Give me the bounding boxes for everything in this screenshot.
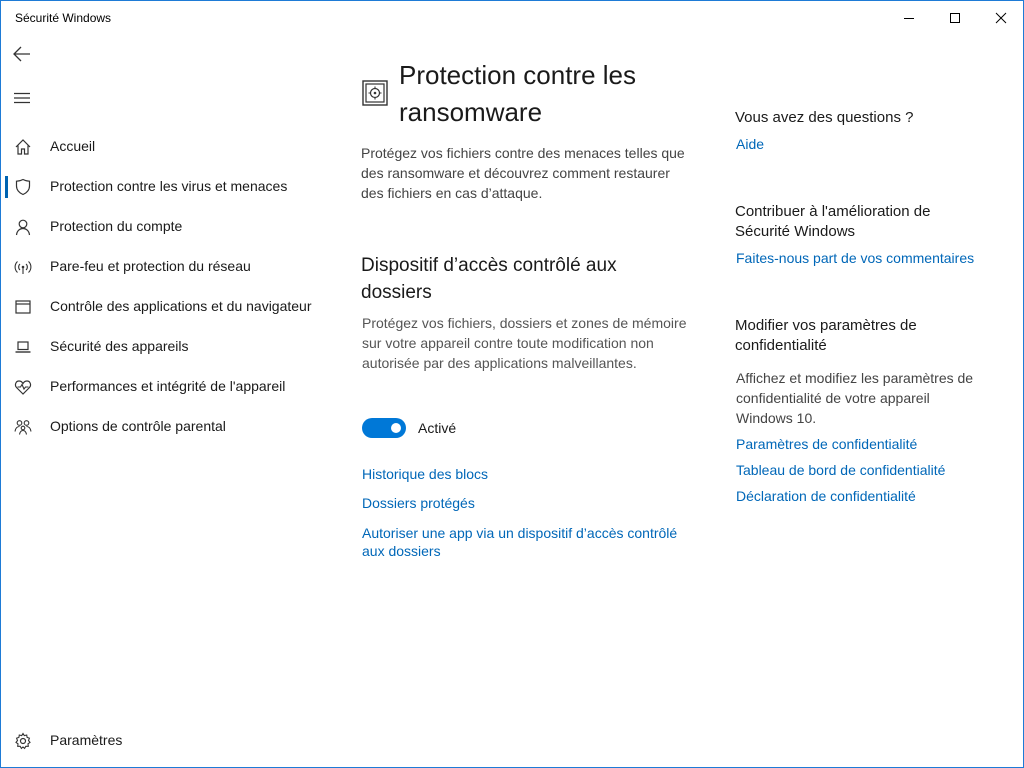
sidebar-item-family-options[interactable] [1, 407, 331, 447]
maximize-icon [949, 12, 961, 24]
privacy-dashboard-link[interactable]: Tableau de bord de confidentialité [736, 462, 946, 478]
maximize-button[interactable] [932, 1, 978, 35]
section-title: Dispositif d’accès contrôlé aux dossiers [361, 255, 617, 303]
sidebar-nav [1, 127, 331, 447]
sidebar-item-label: Sécurité des appareils [50, 338, 189, 354]
help-link[interactable]: Aide [736, 136, 765, 152]
laptop-icon [13, 337, 33, 357]
sidebar-item-label: Protection du compte [50, 218, 183, 234]
sidebar-item-label: Accueil [50, 138, 96, 154]
sidebar-item-firewall[interactable] [1, 247, 331, 287]
wifi-antenna-icon [13, 257, 33, 277]
menu-button[interactable] [9, 85, 35, 111]
controlled-folder-access-toggle[interactable] [362, 418, 406, 438]
toggle-label: Activé [418, 420, 457, 436]
sidebar-item-label: Contrôle des applications et du navigateur [50, 298, 312, 314]
allow-app-link[interactable]: Autoriser une app via un dispositif d’accès contrôlé aux dossiers [362, 525, 678, 559]
sidebar-item-device-security[interactable] [1, 327, 331, 367]
settings-label: Paramètres [50, 732, 123, 748]
minimize-icon [903, 12, 915, 24]
close-button[interactable] [978, 1, 1024, 35]
sidebar-item-home[interactable] [1, 127, 331, 167]
back-button[interactable] [9, 41, 35, 67]
hamburger-menu-icon [14, 92, 30, 104]
sidebar-item-label: Options de contrôle parental [50, 418, 226, 434]
privacy-settings-link[interactable]: Paramètres de confidentialité [736, 436, 918, 452]
browser-window-icon [13, 297, 33, 317]
contribute-heading: Contribuer à l'amélioration de Sécurité Windows [735, 203, 931, 240]
close-icon [995, 12, 1007, 24]
title-bar[interactable] [1, 1, 1023, 35]
person-icon [13, 217, 33, 237]
minimize-button[interactable] [886, 1, 932, 35]
sidebar-item-label: Pare-feu et protection du réseau [50, 258, 251, 274]
window-title: Sécurité Windows [15, 11, 112, 25]
privacy-description: Affichez et modifiez les paramètres de confidentialité de votre appareil Windows 10. [736, 370, 974, 426]
protected-folders-link[interactable]: Dossiers protégés [362, 495, 475, 511]
page-title: Protection contre les ransomware [399, 60, 637, 127]
sidebar-item-label: Performances et intégrité de l'appareil [50, 378, 286, 394]
sidebar-item-account-protection[interactable] [1, 207, 331, 247]
privacy-statement-link[interactable]: Déclaration de confidentialité [736, 488, 916, 504]
sidebar-item-settings[interactable] [1, 721, 331, 761]
sidebar-item-device-performance[interactable] [1, 367, 331, 407]
toggle-knob [391, 423, 401, 433]
back-arrow-icon [13, 46, 31, 62]
sidebar-item-virus-protection[interactable] [1, 167, 331, 207]
sidebar-item-label: Protection contre les virus et menaces [50, 178, 288, 194]
questions-heading: Vous avez des questions ? [735, 109, 914, 126]
heart-pulse-icon [13, 377, 33, 397]
sidebar-item-app-browser-control[interactable] [1, 287, 331, 327]
privacy-heading: Modifier vos paramètres de confidentialité [735, 317, 917, 354]
feedback-link[interactable]: Faites-nous part de vos commentaires [736, 250, 975, 266]
gear-icon [13, 731, 33, 751]
section-description: Protégez vos fichiers, dossiers et zones de mémoire sur votre appareil contre toute modification non autorisée par des applications malveillantes. [362, 315, 687, 371]
home-icon [13, 137, 33, 157]
page-description: Protégez vos fichiers contre des menaces telles que des ransomware et découvrez comment restaurer des fichiers en cas d’attaque. [361, 145, 685, 201]
vault-icon [361, 79, 389, 107]
family-icon [13, 417, 33, 437]
block-history-link[interactable]: Historique des blocs [362, 466, 489, 482]
shield-icon [13, 177, 33, 197]
